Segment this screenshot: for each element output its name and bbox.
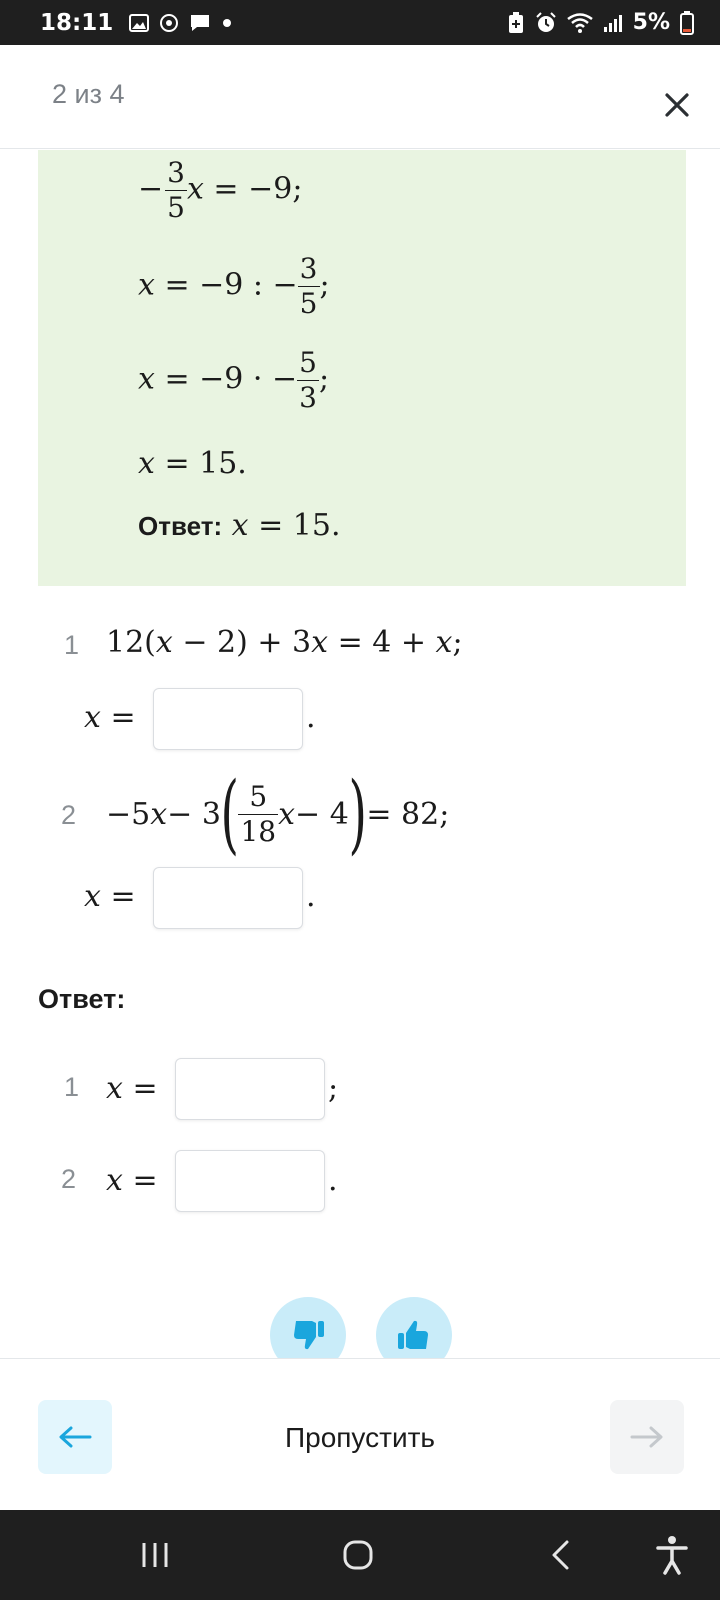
answer-1-label: x = [106,1071,158,1106]
solution-line-4: x = 15. [138,446,247,481]
recents-button[interactable] [125,1510,185,1600]
battery-icon [680,11,694,35]
signal-icon [603,13,623,33]
chat-icon [189,13,211,33]
thumbs-up-icon [396,1317,432,1353]
solution-example [38,150,686,586]
task-2-equation: −5 x − 3 ( $\frac{5}{18}$ x − 4 ) = 82; [106,764,450,864]
bottom-action-bar [0,1358,720,1510]
answer-number-2: 2 [61,1164,77,1194]
back-icon [549,1539,571,1571]
app-header [0,45,720,149]
answer-1-input[interactable] [175,1058,325,1120]
solution-answer: Ответ: x = 15. [138,508,341,543]
task-number-1: 1 [64,630,80,660]
answer-heading: Ответ: [38,984,126,1014]
system-navigation-bar [0,1510,720,1600]
status-left [40,10,233,36]
thumbs-down-icon [290,1317,326,1353]
answer-2-input[interactable] [175,1150,325,1212]
status-right [507,10,694,35]
question-progress: 2 из 4 [52,79,125,109]
home-button[interactable] [328,1510,388,1600]
battery-percent: 5% [632,10,670,35]
close-button[interactable] [652,81,702,131]
status-bar [0,0,720,45]
task-number-2: 2 [61,800,77,830]
alarm-icon [535,12,557,34]
arrow-right-icon [630,1425,664,1449]
close-icon [664,92,690,118]
battery-saver-icon [507,12,525,34]
wifi-icon [567,13,593,33]
accessibility-button[interactable] [642,1510,702,1600]
task-1-equation: 12(x − 2) + 3x = 4 + x; [106,625,463,660]
image-icon [129,14,149,32]
dot-icon [221,17,233,29]
answer-1-suffix: ; [328,1071,339,1106]
task-2-input-label: x = [84,879,136,914]
back-button[interactable] [530,1510,590,1600]
answer-2-suffix: . [328,1163,338,1198]
task-1-input-label: x = [84,700,136,735]
skip-button[interactable]: Пропустить [220,1415,500,1461]
task-2-suffix: . [306,879,316,914]
task-2-input[interactable] [153,867,303,929]
task-1-suffix: . [306,700,316,735]
solution-line-3: x = −9 · − $\frac{5}{3}$ ; [138,346,330,414]
solution-answer-label: Ответ: [138,511,223,541]
answer-number-1: 1 [64,1072,80,1102]
recents-icon [140,1541,170,1569]
next-button[interactable] [610,1400,684,1474]
solution-line-2: x = −9 : − $\frac{3}{5}$ ; [138,252,330,320]
arrow-left-icon [58,1425,92,1449]
accessibility-icon [656,1535,688,1575]
solution-line-1: − $\frac{3}{5}$ x = −9; [138,156,303,224]
previous-button[interactable] [38,1400,112,1474]
sync-icon [159,13,179,33]
task-1-input[interactable] [153,688,303,750]
home-icon [342,1539,374,1571]
answer-2-label: x = [106,1163,158,1198]
status-time: 18:11 [40,9,114,36]
